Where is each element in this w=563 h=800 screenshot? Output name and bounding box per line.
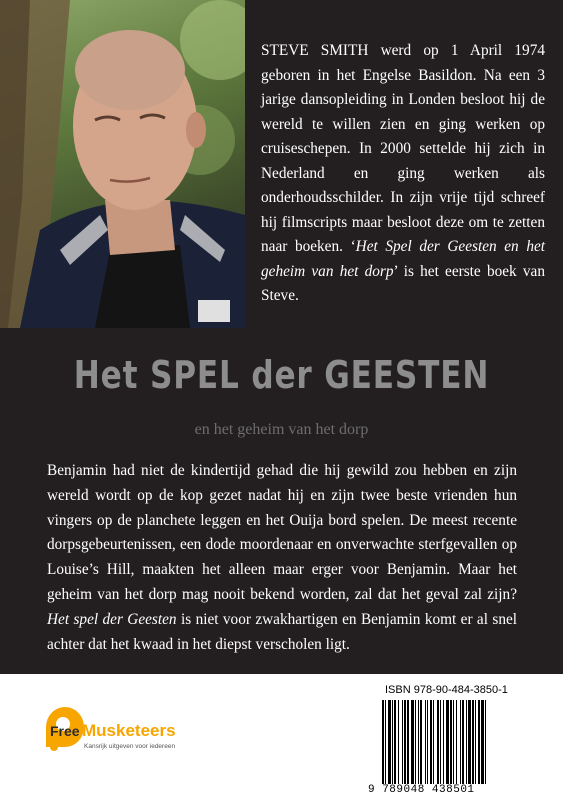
book-blurb-title: Het spel der Geesten bbox=[47, 610, 177, 628]
book-blurb bbox=[47, 459, 517, 657]
book-subtitle: en het geheim van het dorp bbox=[194, 421, 369, 438]
back-cover-footer bbox=[0, 674, 563, 800]
author-bio-book-title: Het Spel der Geesten en het geheim van het dorp bbox=[261, 238, 546, 280]
author-bio bbox=[261, 39, 545, 309]
book-blurb-text-end: is niet voor zwakhartigen en Benjamin komt er al snel achter dat het kwaad in het diepst verscholen ligt. bbox=[47, 610, 518, 653]
author-bio-text-end: ’ is het eerste boek van Steve. bbox=[261, 262, 545, 304]
barcode-digits: 9 789048 438501 bbox=[368, 784, 475, 796]
isbn-label: ISBN 978-90-484-3850-1 bbox=[385, 684, 508, 696]
publisher-name-free: Free bbox=[50, 723, 80, 739]
book-blurb-text: Benjamin had niet de kindertijd gehad die hij gewild zou hebben en zijn wereld wordt op de kop gezet nadat hij en zijn twee beste vrienden hun vingers op de planchete leggen en het Ouija bord spelen. De meest recente dorpsgebeurtenissen, een dode moordenaar en onverwachte sterfgevallen op Louise’s Hill, maakten het alleen maar erger voor Benjamin. Maar het geheim van het dorp mag nooit bekend worden, zal dat het geval zal zijn? bbox=[47, 462, 517, 603]
book-title: Het SPEL der GEESTEN bbox=[73, 353, 490, 397]
publisher-name-musketeers: Musketeers bbox=[82, 721, 176, 740]
publisher-tagline: Kansrijk uitgeven voor iedereen bbox=[84, 743, 176, 750]
isbn-barcode bbox=[382, 700, 514, 784]
publisher-logo bbox=[46, 707, 196, 767]
author-photo bbox=[0, 0, 245, 328]
author-bio-text: STEVE SMITH werd op 1 April 1974 geboren in het Engelse Basildon. Na een 3 jarige dansopleiding in Londen besloot hij de wereld te willen zien en ging werken op cruiseschepen. In 2000 settelde hij zich in Nederland en ging werken als onderhoudsschilder. In zijn vrije tijd schreef hij filmscripts maar besloot deze om te zetten naar boeken. ‘ bbox=[261, 42, 545, 255]
